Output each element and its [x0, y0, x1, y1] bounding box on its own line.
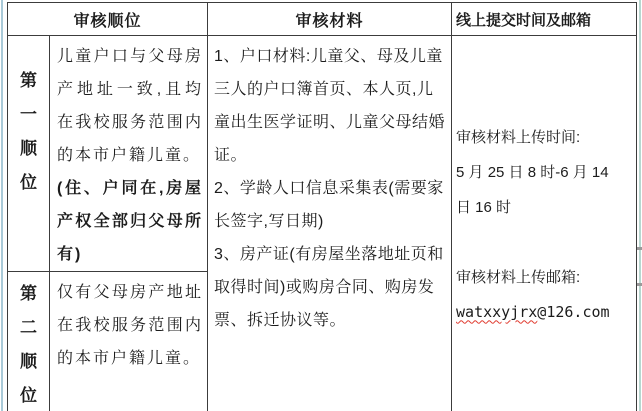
rank-char: 一 — [20, 105, 37, 124]
rank-char: 顺 — [20, 352, 37, 371]
upload-email-address — [456, 295, 636, 330]
submission-cell — [452, 36, 637, 411]
description-cell-second-priority — [50, 272, 208, 411]
review-table — [7, 2, 637, 411]
rank-char: 第 — [20, 71, 37, 90]
email-user-part: watxxyjrx — [456, 302, 538, 321]
header-submission-time-email: 线上提交时间及邮箱 — [452, 3, 637, 36]
rank-char: 位 — [20, 173, 37, 192]
description-cell-first-priority — [50, 36, 208, 272]
email-domain-part: @126.com — [537, 302, 610, 321]
header-review-materials: 审核材料 — [208, 3, 452, 36]
page-edge-left — [1, 0, 3, 411]
rank-cell-first-priority — [8, 36, 50, 272]
row-gridline-tick — [637, 283, 642, 286]
description-bold-note: (住、户同在,房屋产权全部归父母所有) — [57, 180, 204, 263]
rank-char: 二 — [20, 318, 37, 337]
rank-cell-second-priority — [8, 272, 50, 411]
table-row-first-priority — [8, 36, 637, 272]
materials-item-2: 2、学龄人口信息采集表(需要家长签字,写日期) — [214, 180, 444, 230]
upload-email-label: 审核材料上传邮箱: — [456, 268, 581, 286]
materials-item-3: 3、房产证(有房屋坐落地址页和取得时间)或购房合同、购房发票、拆迁协议等。 — [214, 246, 444, 329]
rank-char: 位 — [20, 386, 37, 405]
row-gridline-tick — [637, 247, 642, 250]
description-text: 仅有父母房产地址在我校服务范围内的本市户籍儿童。 — [57, 284, 204, 367]
upload-time-label: 审核材料上传时间: — [456, 128, 581, 146]
header-review-order: 审核顺位 — [8, 3, 208, 36]
upload-time-range-line1: 5 月 25 日 8 时-6 月 14 — [456, 163, 609, 181]
table-header-row — [8, 3, 637, 36]
materials-item-1: 1、户口材料:儿童父、母及儿童三人的户口簿首页、本人页,儿童出生医学证明、儿童父母结婚证。 — [214, 48, 446, 164]
blank-line — [456, 225, 636, 260]
page-edge-right — [639, 0, 641, 411]
materials-cell — [208, 36, 452, 411]
upload-time-range-line2: 日 16 时 — [456, 198, 512, 216]
rank-char: 第 — [20, 284, 37, 303]
rank-char: 顺 — [20, 139, 37, 158]
description-text: 儿童户口与父母房产地址一致,且均在我校服务范围内的本市户籍儿童。 — [57, 48, 204, 164]
